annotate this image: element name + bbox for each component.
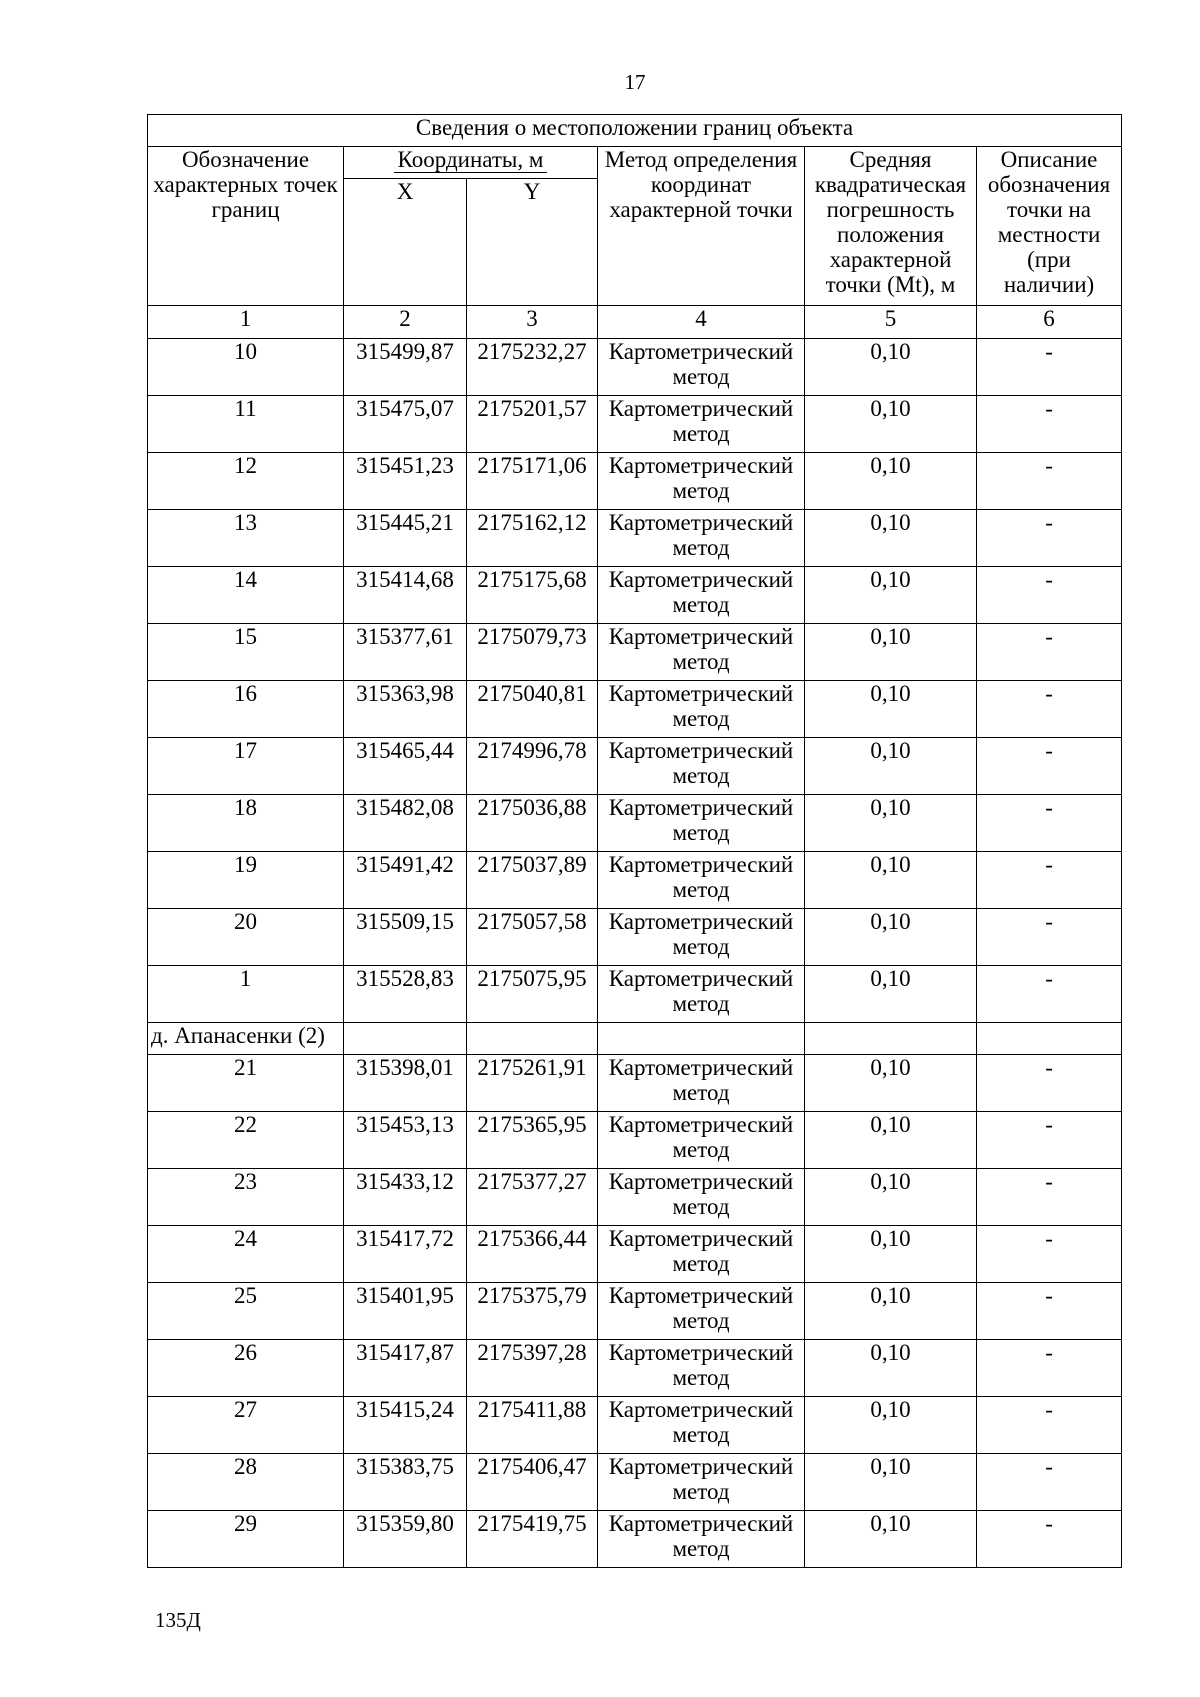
cell-x: 315465,44 xyxy=(344,738,467,795)
column-number: 4 xyxy=(598,306,805,339)
cell-point: 22 xyxy=(148,1112,344,1169)
cell-method: Картометрический метод xyxy=(598,795,805,852)
cell-method: Картометрический метод xyxy=(598,1226,805,1283)
cell-x: 315528,83 xyxy=(344,966,467,1023)
cell-point: 27 xyxy=(148,1397,344,1454)
table-row xyxy=(148,795,1122,852)
cell-error: 0,10 xyxy=(805,567,977,624)
cell-method: Картометрический метод xyxy=(598,1454,805,1511)
cell-x: 315398,01 xyxy=(344,1055,467,1112)
cell-description: - xyxy=(977,795,1122,852)
cell-x: 315445,21 xyxy=(344,510,467,567)
cell-method: Картометрический метод xyxy=(598,1340,805,1397)
column-number: 2 xyxy=(344,306,467,339)
cell-x: 315415,24 xyxy=(344,1397,467,1454)
cell-y: 2175419,75 xyxy=(467,1511,598,1568)
cell-y: 2175057,58 xyxy=(467,909,598,966)
cell-x: 315475,07 xyxy=(344,396,467,453)
cell-error: 0,10 xyxy=(805,1055,977,1112)
cell-y: 2175232,27 xyxy=(467,339,598,396)
cell-method: Картометрический метод xyxy=(598,1397,805,1454)
header-x: X xyxy=(344,179,467,306)
cell-point: 24 xyxy=(148,1226,344,1283)
table-row xyxy=(148,966,1122,1023)
cell-error: 0,10 xyxy=(805,966,977,1023)
cell-method: Картометрический метод xyxy=(598,1169,805,1226)
cell-y: 2174996,78 xyxy=(467,738,598,795)
header-row xyxy=(148,147,1122,179)
empty-cell xyxy=(344,1023,467,1055)
cell-method: Картометрический метод xyxy=(598,567,805,624)
cell-description: - xyxy=(977,510,1122,567)
section-label: д. Апанасенки (2) xyxy=(148,1023,344,1055)
table-row xyxy=(148,1055,1122,1112)
cell-description: - xyxy=(977,1283,1122,1340)
cell-error: 0,10 xyxy=(805,396,977,453)
column-number: 1 xyxy=(148,306,344,339)
cell-method: Картометрический метод xyxy=(598,1112,805,1169)
cell-point: 12 xyxy=(148,453,344,510)
cell-method: Картометрический метод xyxy=(598,681,805,738)
cell-y: 2175175,68 xyxy=(467,567,598,624)
cell-method: Картометрический метод xyxy=(598,624,805,681)
table-row xyxy=(148,1226,1122,1283)
table-title: Сведения о местоположении границ объекта xyxy=(148,115,1122,147)
empty-cell xyxy=(977,1023,1122,1055)
cell-description: - xyxy=(977,909,1122,966)
cell-point: 11 xyxy=(148,396,344,453)
table-row xyxy=(148,1112,1122,1169)
cell-x: 315359,80 xyxy=(344,1511,467,1568)
empty-cell xyxy=(598,1023,805,1055)
header-error: Средняя квадратическая погрешность положения характерной точки (Mt), м xyxy=(805,147,977,306)
table-row xyxy=(148,1511,1122,1568)
cell-description: - xyxy=(977,567,1122,624)
cell-x: 315377,61 xyxy=(344,624,467,681)
cell-method: Картометрический метод xyxy=(598,453,805,510)
header-point: Обозначение характерных точек границ xyxy=(148,147,344,306)
cell-y: 2175377,27 xyxy=(467,1169,598,1226)
cell-error: 0,10 xyxy=(805,1511,977,1568)
cell-point: 19 xyxy=(148,852,344,909)
cell-x: 315417,72 xyxy=(344,1226,467,1283)
cell-error: 0,10 xyxy=(805,852,977,909)
cell-error: 0,10 xyxy=(805,624,977,681)
cell-point: 13 xyxy=(148,510,344,567)
cell-point: 15 xyxy=(148,624,344,681)
cell-y: 2175261,91 xyxy=(467,1055,598,1112)
cell-description: - xyxy=(977,396,1122,453)
cell-y: 2175411,88 xyxy=(467,1397,598,1454)
boundary-coordinates-table xyxy=(147,114,1122,1568)
cell-x: 315509,15 xyxy=(344,909,467,966)
cell-description: - xyxy=(977,738,1122,795)
column-number: 5 xyxy=(805,306,977,339)
cell-point: 18 xyxy=(148,795,344,852)
cell-description: - xyxy=(977,1454,1122,1511)
cell-x: 315453,13 xyxy=(344,1112,467,1169)
table-row xyxy=(148,681,1122,738)
cell-x: 315383,75 xyxy=(344,1454,467,1511)
page-number: 17 xyxy=(624,70,646,94)
table-row xyxy=(148,339,1122,396)
cell-y: 2175406,47 xyxy=(467,1454,598,1511)
cell-error: 0,10 xyxy=(805,510,977,567)
cell-error: 0,10 xyxy=(805,1112,977,1169)
cell-description: - xyxy=(977,1397,1122,1454)
cell-x: 315451,23 xyxy=(344,453,467,510)
header-y: Y xyxy=(467,179,598,306)
cell-point: 26 xyxy=(148,1340,344,1397)
table-row xyxy=(148,1397,1122,1454)
cell-error: 0,10 xyxy=(805,339,977,396)
column-number-row xyxy=(148,306,1122,339)
column-number: 6 xyxy=(977,306,1122,339)
cell-x: 315363,98 xyxy=(344,681,467,738)
cell-method: Картометрический метод xyxy=(598,1283,805,1340)
cell-x: 315414,68 xyxy=(344,567,467,624)
cell-method: Картометрический метод xyxy=(598,396,805,453)
cell-method: Картометрический метод xyxy=(598,339,805,396)
cell-y: 2175201,57 xyxy=(467,396,598,453)
cell-error: 0,10 xyxy=(805,738,977,795)
header-method: Метод определения координат характерной точки xyxy=(598,147,805,306)
table-row xyxy=(148,567,1122,624)
cell-description: - xyxy=(977,966,1122,1023)
cell-point: 21 xyxy=(148,1055,344,1112)
cell-y: 2175366,44 xyxy=(467,1226,598,1283)
cell-description: - xyxy=(977,1055,1122,1112)
cell-method: Картометрический метод xyxy=(598,738,805,795)
table-row xyxy=(148,510,1122,567)
cell-x: 315491,42 xyxy=(344,852,467,909)
cell-y: 2175040,81 xyxy=(467,681,598,738)
cell-error: 0,10 xyxy=(805,909,977,966)
cell-point: 1 xyxy=(148,966,344,1023)
cell-point: 29 xyxy=(148,1511,344,1568)
table-row xyxy=(148,396,1122,453)
cell-description: - xyxy=(977,453,1122,510)
header-coords xyxy=(344,147,598,179)
cell-description: - xyxy=(977,624,1122,681)
header-description: Описание обозначения точки на местности (при наличии) xyxy=(977,147,1122,306)
cell-error: 0,10 xyxy=(805,1340,977,1397)
cell-description: - xyxy=(977,1226,1122,1283)
cell-y: 2175037,89 xyxy=(467,852,598,909)
empty-cell xyxy=(805,1023,977,1055)
cell-y: 2175162,12 xyxy=(467,510,598,567)
table-row xyxy=(148,624,1122,681)
table-row xyxy=(148,1283,1122,1340)
cell-point: 16 xyxy=(148,681,344,738)
header-coords-label: Координаты, м xyxy=(394,147,548,173)
table-row xyxy=(148,852,1122,909)
cell-description: - xyxy=(977,1112,1122,1169)
cell-x: 315401,95 xyxy=(344,1283,467,1340)
cell-point: 25 xyxy=(148,1283,344,1340)
cell-y: 2175171,06 xyxy=(467,453,598,510)
table-body xyxy=(148,115,1122,1568)
cell-x: 315433,12 xyxy=(344,1169,467,1226)
footer-code: 135Д xyxy=(155,1608,201,1632)
cell-y: 2175075,95 xyxy=(467,966,598,1023)
cell-error: 0,10 xyxy=(805,1283,977,1340)
cell-method: Картометрический метод xyxy=(598,1511,805,1568)
cell-point: 28 xyxy=(148,1454,344,1511)
table-row xyxy=(148,453,1122,510)
cell-x: 315417,87 xyxy=(344,1340,467,1397)
cell-y: 2175375,79 xyxy=(467,1283,598,1340)
section-row xyxy=(148,1023,1122,1055)
cell-error: 0,10 xyxy=(805,795,977,852)
cell-method: Картометрический метод xyxy=(598,1055,805,1112)
cell-y: 2175079,73 xyxy=(467,624,598,681)
cell-error: 0,10 xyxy=(805,453,977,510)
cell-error: 0,10 xyxy=(805,681,977,738)
table-title-row xyxy=(148,115,1122,147)
cell-error: 0,10 xyxy=(805,1397,977,1454)
cell-x: 315499,87 xyxy=(344,339,467,396)
cell-description: - xyxy=(977,1340,1122,1397)
cell-error: 0,10 xyxy=(805,1169,977,1226)
cell-point: 17 xyxy=(148,738,344,795)
table-row xyxy=(148,1454,1122,1511)
cell-description: - xyxy=(977,1511,1122,1568)
cell-method: Картометрический метод xyxy=(598,966,805,1023)
cell-y: 2175397,28 xyxy=(467,1340,598,1397)
cell-point: 23 xyxy=(148,1169,344,1226)
cell-description: - xyxy=(977,852,1122,909)
cell-method: Картометрический метод xyxy=(598,510,805,567)
cell-description: - xyxy=(977,681,1122,738)
table-row xyxy=(148,738,1122,795)
cell-description: - xyxy=(977,339,1122,396)
table-row xyxy=(148,909,1122,966)
cell-error: 0,10 xyxy=(805,1454,977,1511)
empty-cell xyxy=(467,1023,598,1055)
cell-error: 0,10 xyxy=(805,1226,977,1283)
cell-point: 20 xyxy=(148,909,344,966)
cell-y: 2175365,95 xyxy=(467,1112,598,1169)
cell-description: - xyxy=(977,1169,1122,1226)
table-row xyxy=(148,1340,1122,1397)
cell-method: Картометрический метод xyxy=(598,909,805,966)
table-row xyxy=(148,1169,1122,1226)
cell-point: 14 xyxy=(148,567,344,624)
cell-method: Картометрический метод xyxy=(598,852,805,909)
cell-y: 2175036,88 xyxy=(467,795,598,852)
cell-point: 10 xyxy=(148,339,344,396)
cell-x: 315482,08 xyxy=(344,795,467,852)
column-number: 3 xyxy=(467,306,598,339)
